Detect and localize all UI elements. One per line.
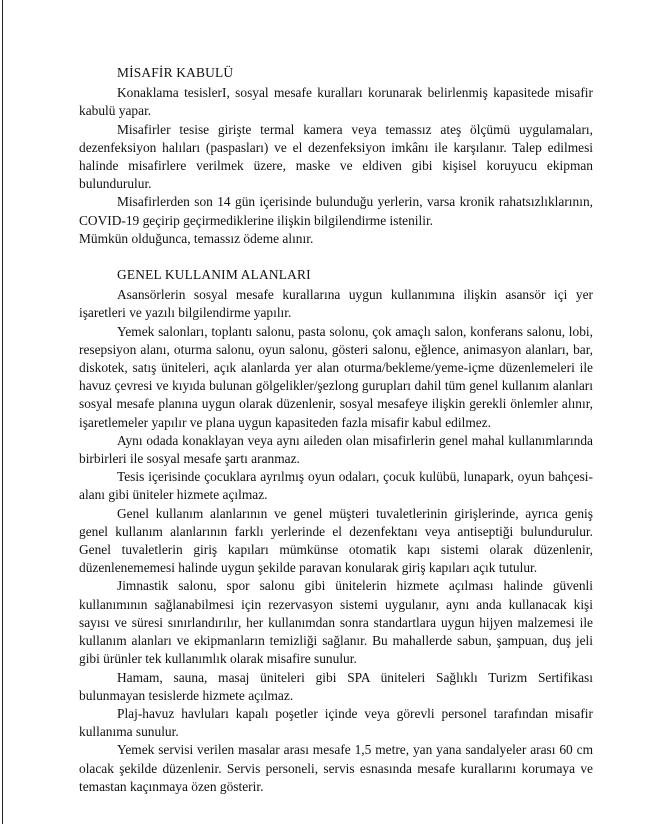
section-heading: GENEL KULLANIM ALANLARI [117,267,311,283]
paragraph: Genel kullanım alanlarının ve genel müşteri tuvaletlerinin girişlerinde, ayrıca geniş genel kullanım alanlarının farklı yerlerinde el dezenfektanı veya antiseptiği bulundurulur. Genel tuvaletlerin giriş kapıları mümkünse otomatik kapı sistemi olarak düzenlenir, düzenlenememesi halinde uygun şekilde paravan konularak giriş kapıları açık tutulur. [79,505,593,576]
paragraph: Misafirlerden son 14 gün içerisinde bulunduğu yerlerin, varsa kronik rahatsızlıklarının, COVID-19 geçirip geçirmediklerine ilişkin bilgilendirme istenilir. [79,194,593,228]
document-page [79,64,593,796]
paragraph: Tesis içerisinde çocuklara ayrılmış oyun odaları, çocuk kulübü, lunapark, oyun bahçesi-alanı gibi üniteler hizmete açılmaz. [79,469,593,503]
paragraph: Misafirler tesise girişte termal kamera veya temassız ateş ölçümü uygulamaları, dezenfeksiyon halıları (paspasları) ve el dezenfeksiyon imkânı ile karşılanır. Talep edilmesi halinde misafirlere verilmek üzere, maske ve eldiven gibi kişisel koruyucu ekipman bulundurulur. [79,121,593,192]
paragraph: Hamam, sauna, masaj üniteleri gibi SPA üniteleri Sağlıklı Turizm Sertifikası bulunmayan tesislerde hizmete açılmaz. [79,669,593,703]
paragraph: Yemek salonları, toplantı salonu, pasta solonu, çok amaçlı salon, konferans salonu, lobi, resepsiyon alanı, oturma salonu, oyun salonu, gösteri salonu, eğlence, animasyon alanları, bar, diskotek, satış üniteleri, açık alanlarda yer alan oturma/bekleme/yeme-içme düzenlemeleri ile havuz çevresi ve kıyıda bulunan gölgelikler/şezlong gurupları dahil tüm genel kullanım alanları sosyal mesafe planına uygun olarak düzenlenir, sosyal mesafeye ilişkin gerekli önlemler alınır, işaretlemeler yapılır ve plana uygun kapasiteden fazla misafir kabul edilmez. [79,323,593,430]
section-misafir-kabulu [79,64,593,248]
paragraph: Mümkün olduğunca, temassız ödeme alınır. [79,230,314,246]
paragraph: Konaklama tesislerI, sosyal mesafe kuralları korunarak belirlenmiş kapasitede misafir kabulü yapar. [79,85,593,119]
paragraph: Plaj-havuz havluları kapalı poşetler içinde veya görevli personel tarafından misafir kullanıma sunulur. [79,705,593,740]
paragraph: Asansörlerin sosyal mesafe kurallarına uygun kullanımına ilişkin asansör içi yer işaretleri ve yazılı bilgilendirme yapılır. [79,287,593,321]
section-heading: MİSAFİR KABULÜ [117,65,234,80]
section-genel-kullanim-alanlari [79,266,593,796]
paragraph: Yemek servisi verilen masalar arası mesafe 1,5 metre, yan yana sandalyeler arası 60 cm olacak şekilde düzenlenir. Servis personeli, servis esnasında mesafe kurallarını korumaya ve temastan kaçınmaya özen gösterir. [79,742,593,794]
paragraph: Jimnastik salonu, spor salonu gibi ünitelerin hizmete açılması halinde güvenli kullanımının sağlanabilmesi için rezervasyon sistemi uygulanır, aynı anda kullanacak kişi sayısı ve süresi sınırlandırılır, her kullanımdan sonra standartlara uygun hijyen malzemesi ile kullanım alanları ve ekipmanların temizliği sağlanır. Bu mahallerde sabun, şampuan, duş jeli gibi ürünler tek kullanımlık olarak misafire sunulur. [79,578,593,667]
page-edge-line [2,0,3,824]
paragraph: Aynı odada konaklayan veya aynı aileden olan misafirlerin genel mahal kullanımlarında birbirleri ile sosyal mesafe şartı aranmaz. [79,432,593,467]
